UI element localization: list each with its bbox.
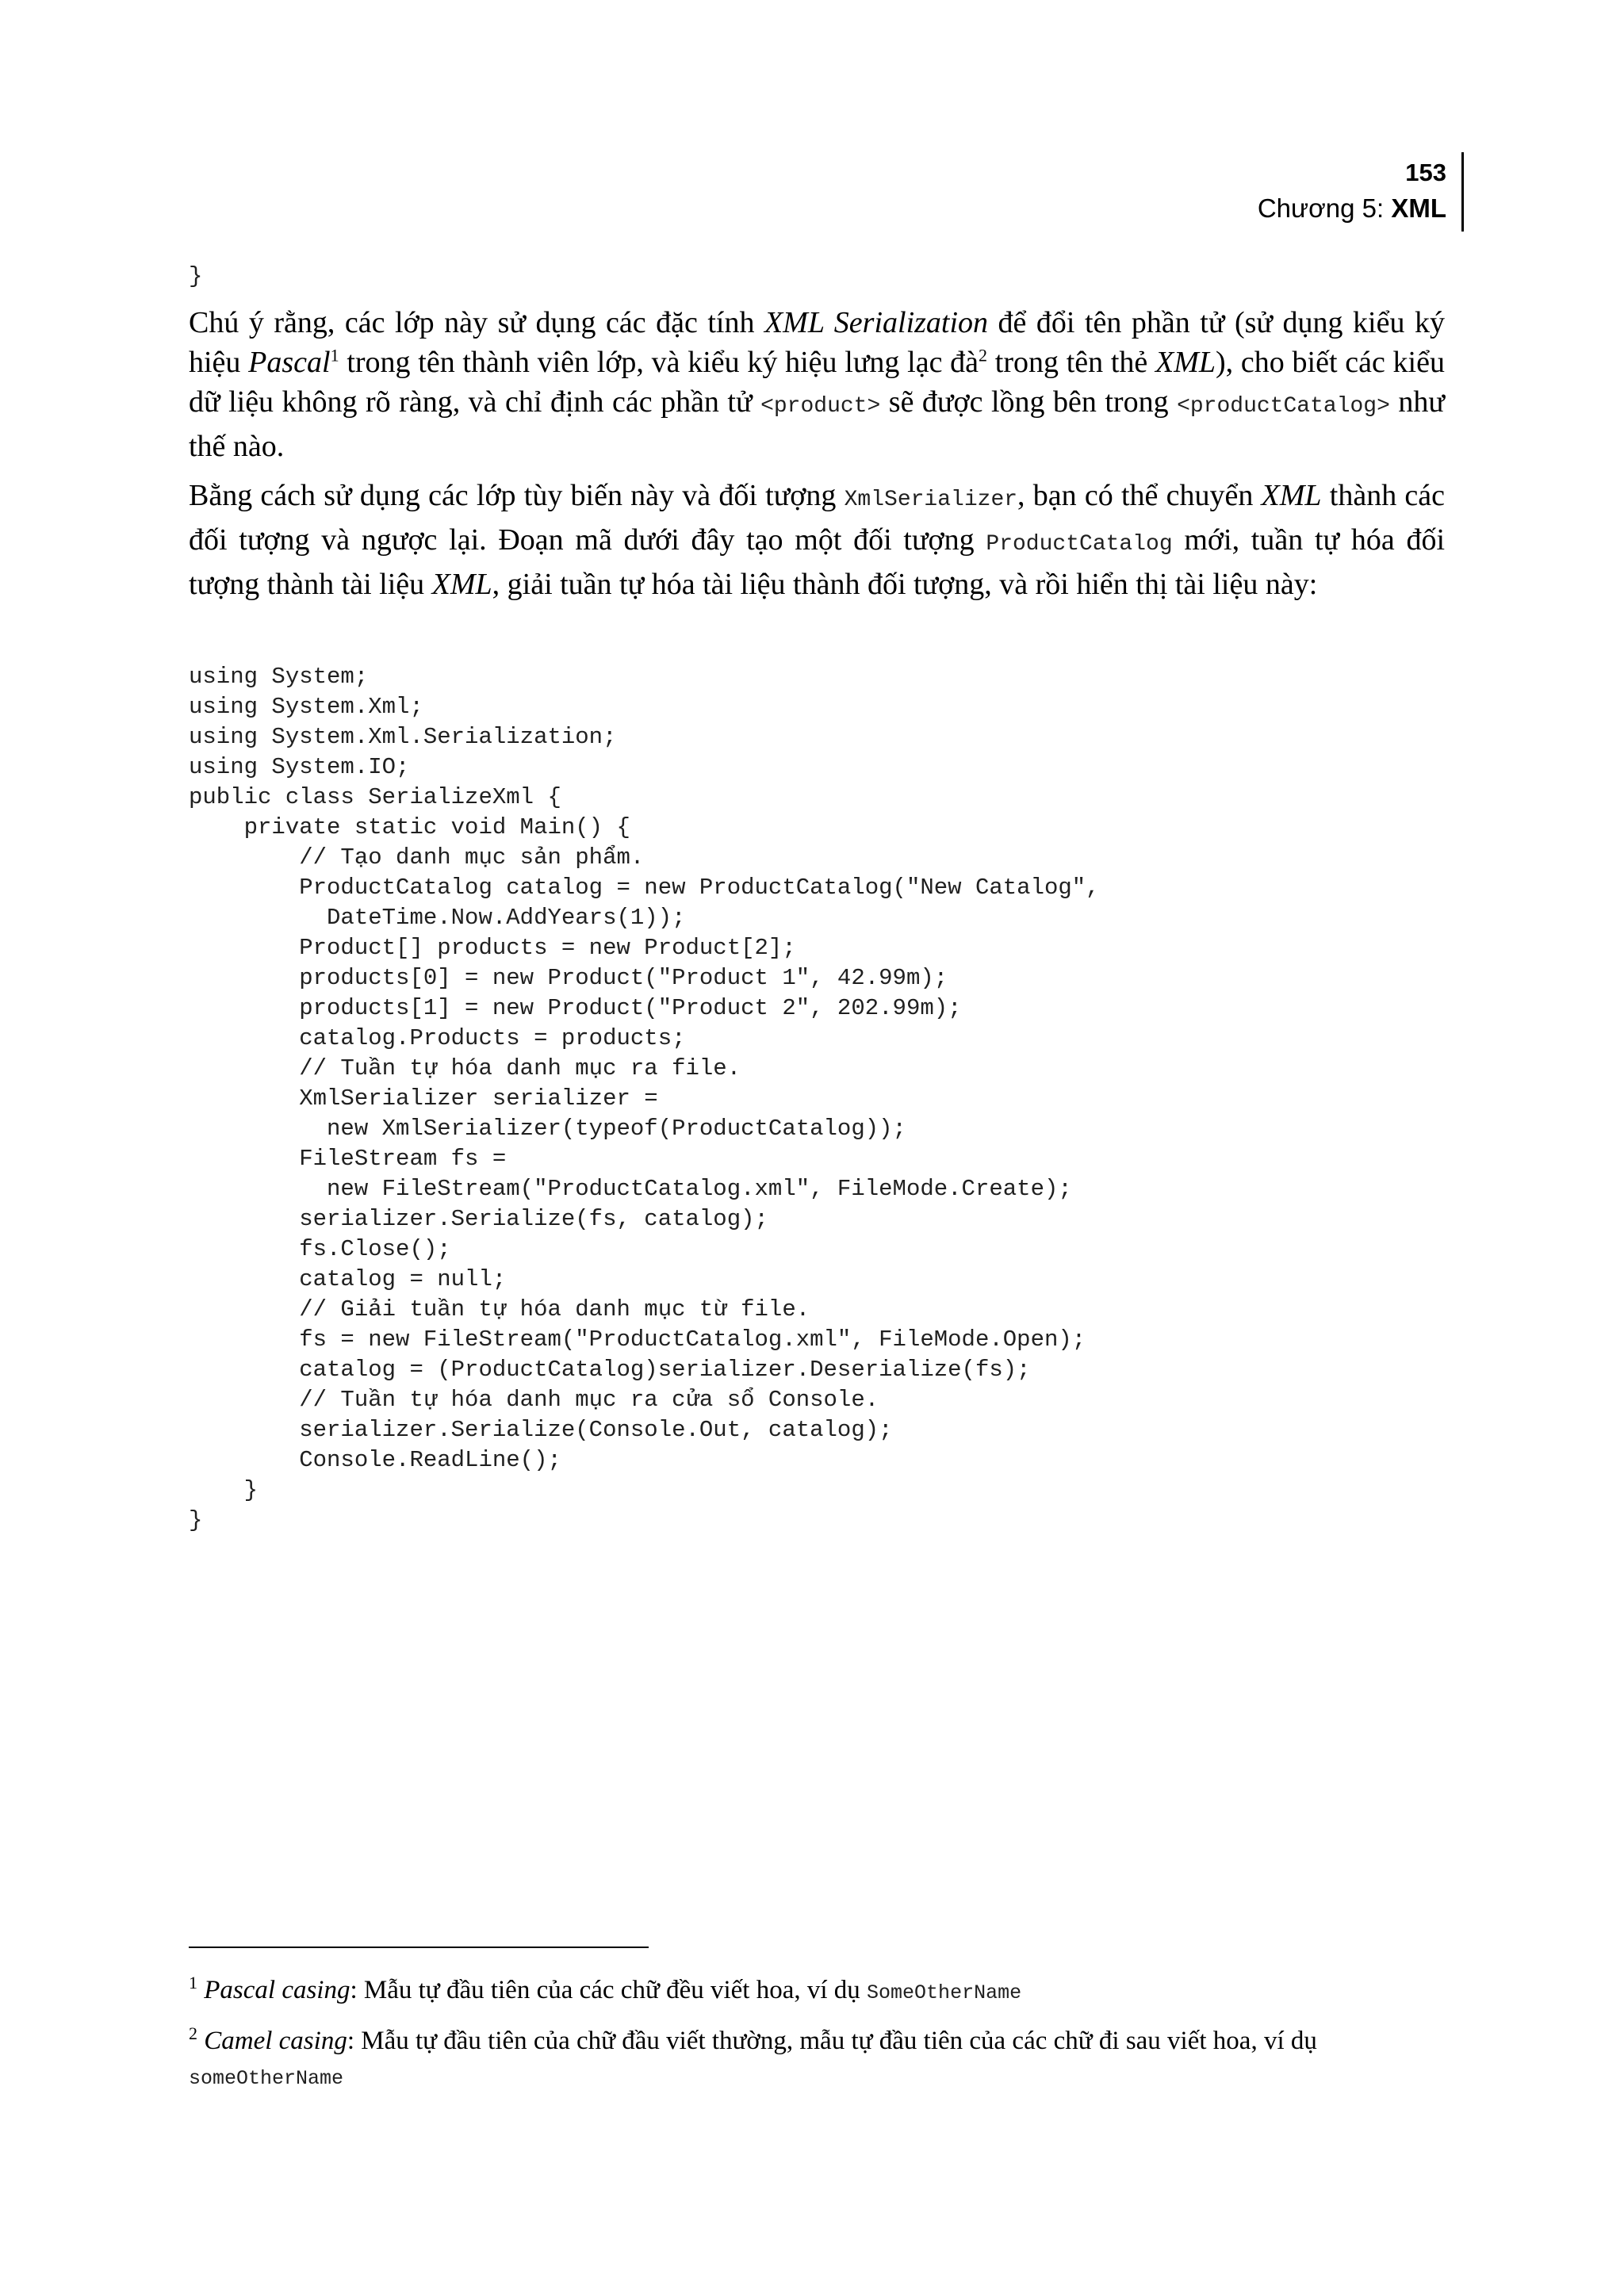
code-line: new XmlSerializer(typeof(ProductCatalog)); (189, 1116, 906, 1142)
code-line: using System; (189, 664, 369, 690)
footnotes (189, 1973, 1445, 2096)
footnote-separator (189, 1947, 649, 1948)
text-run: để đổi tên phần tử (sử dụng kiểu ký hiệu (189, 306, 1445, 379)
code-line: // Giải tuần tự hóa danh mục từ file. (189, 1296, 810, 1323)
code-line: // Tuần tự hóa danh mục ra cửa sổ Console. (189, 1387, 879, 1413)
closing-brace: } (189, 263, 203, 289)
text-run: trong tên thành viên lớp, và kiểu ký hiệu lưng lạc đà (339, 346, 979, 379)
code-line: products[1] = new Product("Product 2", 202.99m); (189, 995, 962, 1021)
code-line: // Tạo danh mục sản phẩm. (189, 844, 645, 871)
header-rule (1461, 152, 1464, 232)
code-line: private static void Main() { (189, 814, 630, 840)
text-run: sẽ được lồng bên trong (880, 385, 1178, 419)
code-line: fs.Close(); (189, 1236, 451, 1262)
italic-term: XML Serialization (764, 306, 989, 339)
footnote-example: SomeOtherName (867, 1981, 1022, 2004)
code-line: products[0] = new Product("Product 1", 42.99m); (189, 965, 948, 991)
footnote-term: Camel casing (204, 2027, 347, 2055)
inline-code: ProductCatalog (986, 532, 1173, 557)
code-line: DateTime.Now.AddYears(1)); (189, 905, 686, 931)
footnote-term: Pascal casing (204, 1976, 350, 2004)
code-line: XmlSerializer serializer = (189, 1085, 658, 1112)
code-line: catalog = (ProductCatalog)serializer.Deserialize(fs); (189, 1357, 1031, 1383)
italic-term: XML (1155, 346, 1216, 379)
code-line: ProductCatalog catalog = new ProductCatalog("New Catalog", (189, 875, 1100, 901)
page-number: 153 (1405, 159, 1446, 186)
text-run: , bạn có thể chuyển (1017, 479, 1262, 512)
italic-term: XML (1261, 479, 1322, 512)
chapter-heading (1258, 190, 1446, 227)
running-header (1258, 155, 1446, 227)
code-line: serializer.Serialize(Console.Out, catalog); (189, 1417, 893, 1443)
code-line: } (189, 1477, 259, 1503)
footnote-ref-1[interactable]: 1 (330, 345, 339, 366)
code-line: serializer.Serialize(fs, catalog); (189, 1206, 768, 1232)
code-line: fs = new FileStream("ProductCatalog.xml", FileMode.Open); (189, 1326, 1086, 1353)
text-run: ), cho biết các kiểu dữ liệu không rõ ràng, và chỉ định các phần tử (189, 346, 1445, 419)
text-run: trong tên thẻ (987, 346, 1156, 379)
code-line: using System.Xml.Serialization; (189, 724, 617, 750)
footnote-text: : Mẫu tự đầu tiên của chữ đầu viết thường, mẫu tự đầu tiên của các chữ đi sau viết hoa, ví dụ (347, 2027, 1317, 2055)
code-line: } (189, 1507, 203, 1533)
code-line: public class SerializeXml { (189, 784, 561, 810)
footnote-number: 1 (189, 1973, 197, 1992)
inline-code: <product> (760, 394, 881, 419)
footnote-ref-2[interactable]: 2 (979, 345, 988, 366)
text-run: , giải tuần tự hóa tài liệu thành đối tượng, và rồi hiển thị tài liệu này: (492, 568, 1318, 601)
footnote-text: : Mẫu tự đầu tiên của các chữ đều viết hoa, ví dụ (350, 1976, 868, 2004)
code-line: Console.ReadLine(); (189, 1447, 561, 1473)
text-run: Chú ý rằng, các lớp này sử dụng các đặc tính (189, 306, 764, 339)
italic-term: XML (431, 568, 492, 601)
text-run: thành các đối tượng và ngược lại. Đoạn mã dưới đây tạo một đối tượng (189, 479, 1446, 557)
code-line: catalog.Products = products; (189, 1025, 686, 1051)
text-run: mới, tuần tự hóa đối tượng thành tài liệu (189, 523, 1445, 601)
body-text (189, 303, 1445, 604)
code-line: Product[] products = new Product[2]; (189, 935, 796, 961)
footnote-2 (189, 2023, 1445, 2096)
code-line: using System.Xml; (189, 694, 423, 720)
footnote-example: someOtherName (189, 2067, 344, 2090)
chapter-prefix: Chương 5: (1257, 193, 1392, 223)
code-line: // Tuần tự hóa danh mục ra file. (189, 1055, 741, 1081)
code-listing (189, 662, 1100, 1536)
paragraph-1 (189, 303, 1445, 466)
inline-code: XmlSerializer (844, 488, 1018, 512)
code-line: new FileStream("ProductCatalog.xml", FileMode.Create); (189, 1176, 1072, 1202)
italic-term: Pascal (248, 346, 331, 379)
footnote-number: 2 (189, 2023, 197, 2043)
inline-code: <productCatalog> (1177, 394, 1390, 419)
code-line: catalog = null; (189, 1266, 507, 1292)
text-run: Bằng cách sử dụng các lớp tùy biến này và đối tượng (189, 479, 845, 512)
paragraph-2 (189, 476, 1445, 604)
chapter-title: XML (1391, 193, 1446, 223)
code-line: using System.IO; (189, 754, 410, 780)
text-run: như thế nào. (189, 385, 1445, 463)
code-line: FileStream fs = (189, 1146, 507, 1172)
footnote-1 (189, 1973, 1445, 2011)
